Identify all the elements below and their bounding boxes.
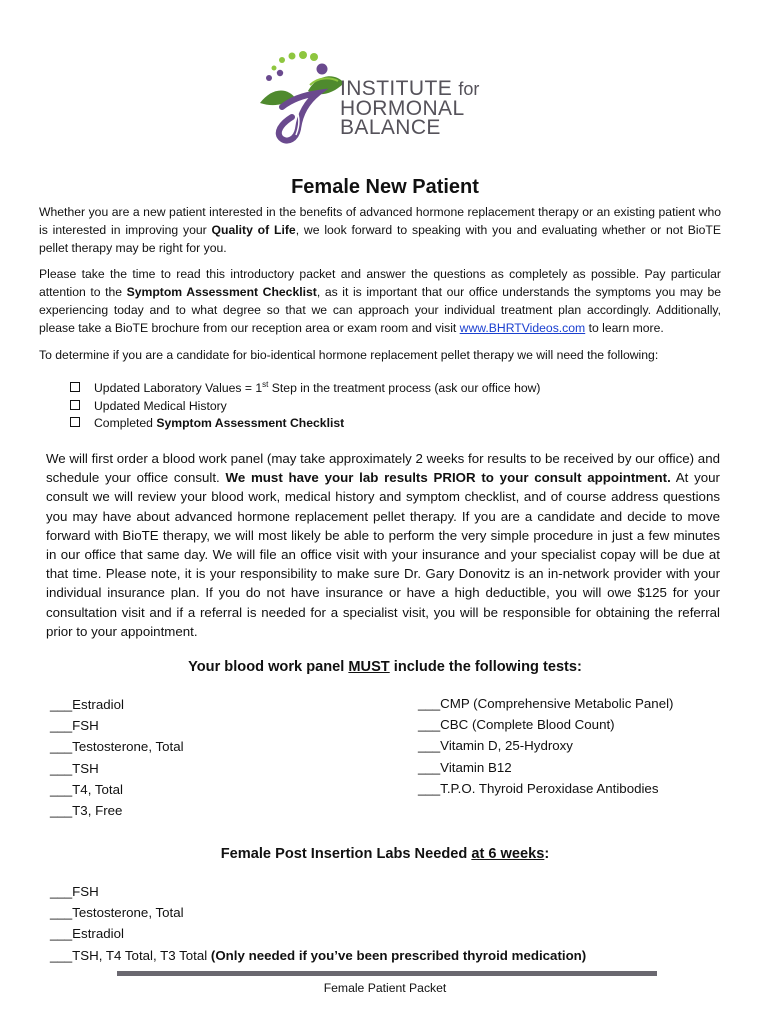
post-insertion-heading: Female Post Insertion Labs Needed at 6 weeks: xyxy=(220,846,550,862)
consult-paragraph: We will first order a blood work panel (may take approximately 2 weeks for results to be received by our office) and schedule your office consult. We must have your lab results PRIOR to your consult appointment. At your consult we will review your blood work, medical history and symptom checklist, and of course address questions you may have about advanced hormone replacement pellet therapy. If you are a candidate and decide to move forward with BioTE therapy, we will most likely be able to perform the very simple procedure in just a few minutes in our office that same day. We will file an office visit with your insurance and your specialist copay will be due at that time. Please note, it is your responsibility to make sure Dr. Gary Donovitz is an in-network provider with your individual insurance plan. If you do not have insurance or have a high deductible, you will owe $125 for your consultation visit and if a referral is needed for a specialist visit, you will be responsible for obtaining the referral prior to your appointment. xyxy=(46,451,720,639)
footer-label: Female Patient Packet xyxy=(323,981,447,995)
intro-paragraph-2: Please take the time to read this introductory packet and answer the questions as completely as possible. Pay particular attention to the Symptom Assessment Checklist, as it is important that our office understands the symptoms you may be experiencing today and to what degree so that we can approach your individual treatment plan accordingly. Additionally, please take a BioTE brochure from our reception area or exam room and visit www.BHRTVideos.com to learn more. xyxy=(39,267,721,335)
list-item: ___T4, Total xyxy=(50,781,123,797)
institute-logo xyxy=(252,47,512,147)
logo-line-1-suffix: for xyxy=(458,79,480,99)
list-item: ___FSH xyxy=(50,884,99,899)
logo-wordmark xyxy=(340,79,479,137)
checkbox[interactable] xyxy=(70,417,80,427)
list-item: ___T3, Free xyxy=(50,803,123,819)
logo-line-2: HORMONAL xyxy=(340,97,465,120)
checkbox[interactable] xyxy=(70,400,80,410)
checklist-item-medical-history: Updated Medical History xyxy=(70,398,541,416)
leaf-figure-logo-icon xyxy=(252,47,352,147)
list-item: ___FSH xyxy=(50,718,99,734)
logo-line-1: INSTITUTE xyxy=(340,77,453,100)
list-item: ___CBC (Complete Blood Count) xyxy=(418,717,615,733)
list-item: ___Estradiol xyxy=(50,926,124,942)
bhrt-videos-link[interactable]: www.BHRTVideos.com xyxy=(459,321,586,335)
list-item: ___Estradiol xyxy=(50,697,124,712)
intro-paragraph-3: To determine if you are a candidate for bio-identical hormone replacement pellet therapy we will need the following: xyxy=(39,348,659,362)
list-item: ___Testosterone, Total xyxy=(50,739,184,755)
page-title: Female New Patient xyxy=(291,176,479,198)
list-item: ___CMP (Comprehensive Metabolic Panel) xyxy=(418,696,674,711)
checklist-item-symptom-checklist: Completed Symptom Assessment Checklist xyxy=(70,415,541,433)
list-item: ___Vitamin D, 25-Hydroxy xyxy=(418,738,573,754)
intro-paragraph-1: Whether you are a new patient interested in the benefits of advanced hormone replacement therapy or an existing patient who is interested in improving your Quality of Life, we look forward to speaking with you and evaluating whether or not BioTE pellet therapy may be right for you. xyxy=(39,205,721,255)
list-item: ___TSH xyxy=(50,760,99,776)
list-item: ___Vitamin B12 xyxy=(418,759,512,775)
logo-line-3: BALANCE xyxy=(340,116,441,139)
footer-divider xyxy=(117,971,657,976)
list-item: ___Testosterone, Total xyxy=(50,905,184,921)
list-item: ___TSH, T4 Total, T3 Total (Only needed if you’ve been prescribed thyroid medication) xyxy=(50,947,587,963)
checklist-item-lab-values: Updated Laboratory Values = 1st Step in the treatment process (ask our office how) xyxy=(70,380,541,398)
blood-panel-heading: Your blood work panel MUST include the following tests: xyxy=(188,659,582,675)
post-insertion-list xyxy=(50,881,586,966)
blood-panel-left-list xyxy=(50,694,184,821)
blood-panel-right-list xyxy=(418,693,673,799)
checkbox[interactable] xyxy=(70,382,80,392)
list-item: ___T.P.O. Thyroid Peroxidase Antibodies xyxy=(418,780,659,796)
requirements-checklist xyxy=(70,380,541,433)
